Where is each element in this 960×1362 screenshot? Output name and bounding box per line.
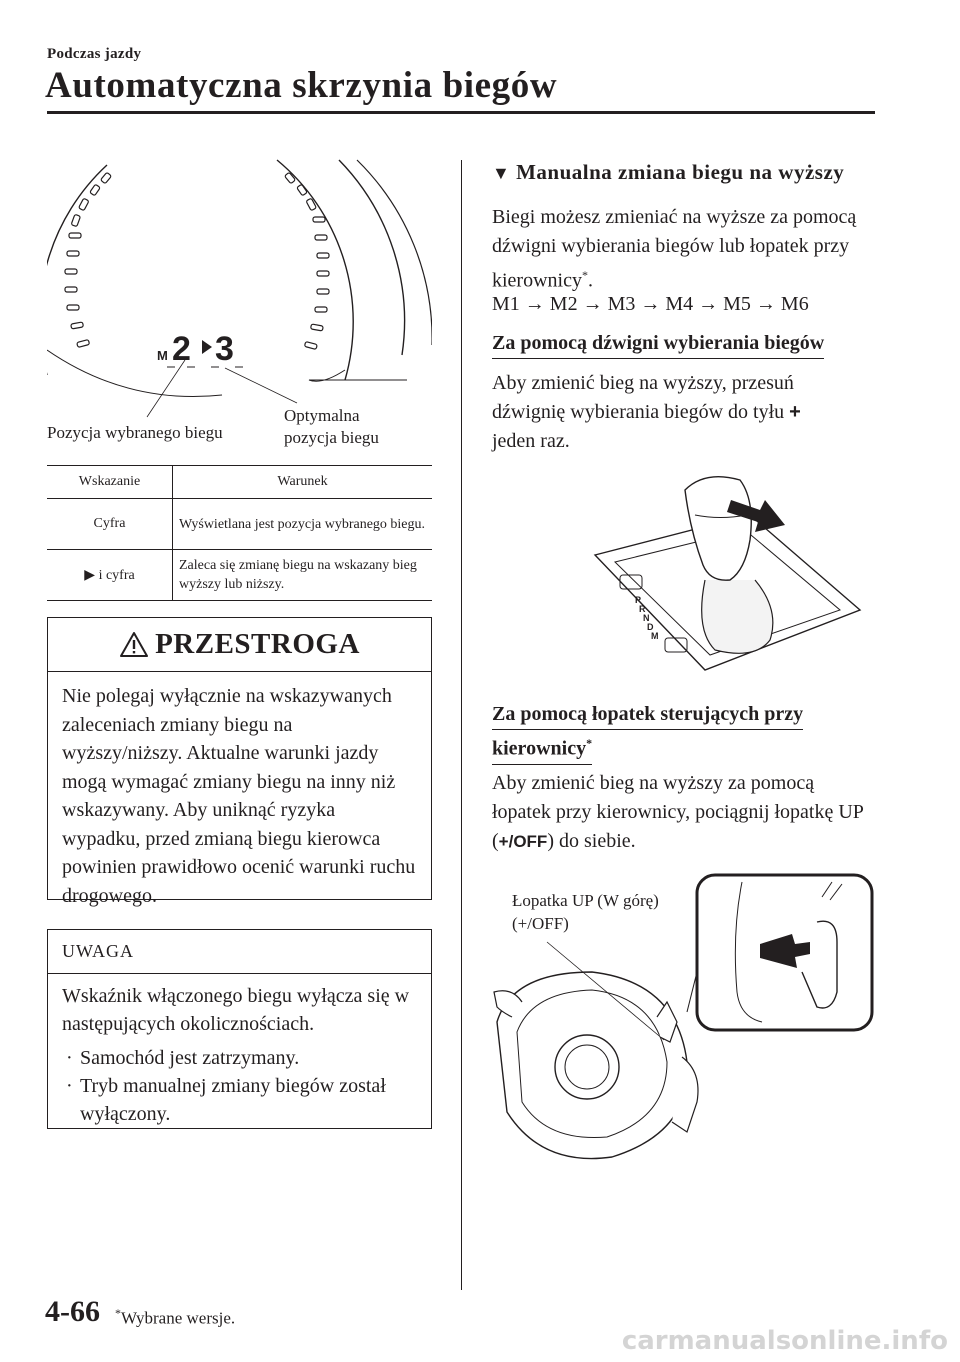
list-item: · Samochód jest zatrzymany.	[62, 1044, 417, 1072]
paddle-label-line1: Łopatka UP (W górę)	[512, 891, 659, 910]
gate-letter-r: R	[639, 604, 646, 614]
paddle-subheading-line1: Za pomocą łopatek sterujących przy	[492, 700, 803, 730]
shift-lever-figure	[555, 470, 870, 680]
section-label: Podczas jazdy	[47, 46, 142, 62]
caution-title: PRZESTROGA	[155, 628, 360, 660]
note-title: UWAGA	[48, 930, 431, 974]
watermark: carmanualsonline.info	[621, 1326, 948, 1356]
page-number: 4-66	[45, 1295, 100, 1328]
table-cell-condition: Zaleca się zmianę biegu na wskazany bieg wyższy lub niższy.	[173, 550, 433, 601]
table-header-cell: Wskazanie	[47, 466, 173, 499]
gauge-illustration	[47, 155, 432, 455]
gauge-label-optimal-line1: Optymalna	[284, 406, 360, 425]
note-box	[47, 929, 432, 1129]
upshift-sequence: M1 → M2 → M3 → M4 → M5 → M6	[492, 293, 809, 315]
plus-off-symbol: +/OFF	[498, 832, 548, 851]
gate-letter-m: M	[651, 631, 659, 641]
caution-text: Nie polegaj wyłącznie na wskazywanych zaleceniach zmiany biegu na wyższy/niższy. Aktualne warunki jazdy mogą wymagać zmiany biegu na inny niż wskazywany. Aby uniknąć ryzyka wypadku, przed zmianą biegu kierowca powinien prawidłowo ocenić warunki ruchu drogowego.	[62, 685, 416, 907]
chapter-title: Automatyczna skrzynia biegów	[45, 65, 558, 106]
indicator-table	[47, 465, 432, 601]
gauge-recommended-gear: 3	[215, 330, 234, 368]
lever-subheading: Za pomocą dźwigni wybierania biegów	[492, 329, 824, 359]
list-item: · Tryb manualnej zmiany biegów został wyłączony.	[62, 1072, 417, 1128]
paddle-label-line2: (+/OFF)	[512, 914, 569, 933]
caution-box	[47, 617, 432, 907]
gauge-current-gear: 2	[172, 330, 191, 368]
column-divider	[461, 160, 462, 1290]
footer-note: *Wybrane wersje.	[115, 1306, 236, 1328]
note-list	[62, 1044, 417, 1128]
gate-letter-p: P	[635, 595, 642, 605]
gauge-label-optimal-line2: pozycja biegu	[284, 428, 379, 447]
plus-icon: +	[789, 401, 801, 423]
warning-triangle-icon	[119, 631, 149, 658]
shift-lever-illustration	[555, 470, 870, 680]
gate-letter-n: N	[643, 613, 650, 623]
paddle-text: Aby zmienić bieg na wyższy za pomocą łopatek przy kierownicy, pociągnij łopatkę UP (+/OFF) do siebie.	[492, 772, 864, 852]
table-row	[47, 499, 432, 550]
paddle-figure	[492, 872, 875, 1162]
header-rule	[47, 111, 875, 114]
table-cell-indication: Cyfra	[47, 499, 173, 550]
table-cell-condition: Wyświetlana jest pozycja wybranego biegu.	[173, 499, 433, 550]
gauge-figure	[47, 155, 432, 455]
gauge-mode-letter: M	[157, 348, 168, 363]
table-cell-indication: ▶ i cyfra	[47, 550, 173, 601]
table-header-cell: Warunek	[173, 466, 433, 499]
triangle-down-icon: ▼	[492, 163, 511, 183]
lever-text: Aby zmienić bieg na wyższy, przesuń dźwignię wybierania biegów do tyłu + jeden raz.	[492, 372, 801, 452]
table-header-row	[47, 466, 432, 499]
asterisk-mark: *	[581, 268, 588, 282]
note-intro: Wskaźnik włączonego biegu wyłącza się w następujących okolicznościach.	[62, 985, 410, 1035]
gate-letter-d: D	[647, 622, 654, 632]
table-row	[47, 550, 432, 601]
paddle-subheading-line2: kierownicy*	[492, 729, 592, 765]
upshift-heading: ▼ Manualna zmiana biegu na wyższy	[492, 160, 845, 184]
upshift-intro: Biegi możesz zmieniać na wyższe za pomocą dźwigni wybierania biegów lub łopatek przy kierownicy*.	[492, 206, 857, 292]
gauge-label-selected-gear: Pozycja wybranego biegu	[47, 423, 223, 442]
triangle-right-icon: ▶	[84, 567, 96, 583]
